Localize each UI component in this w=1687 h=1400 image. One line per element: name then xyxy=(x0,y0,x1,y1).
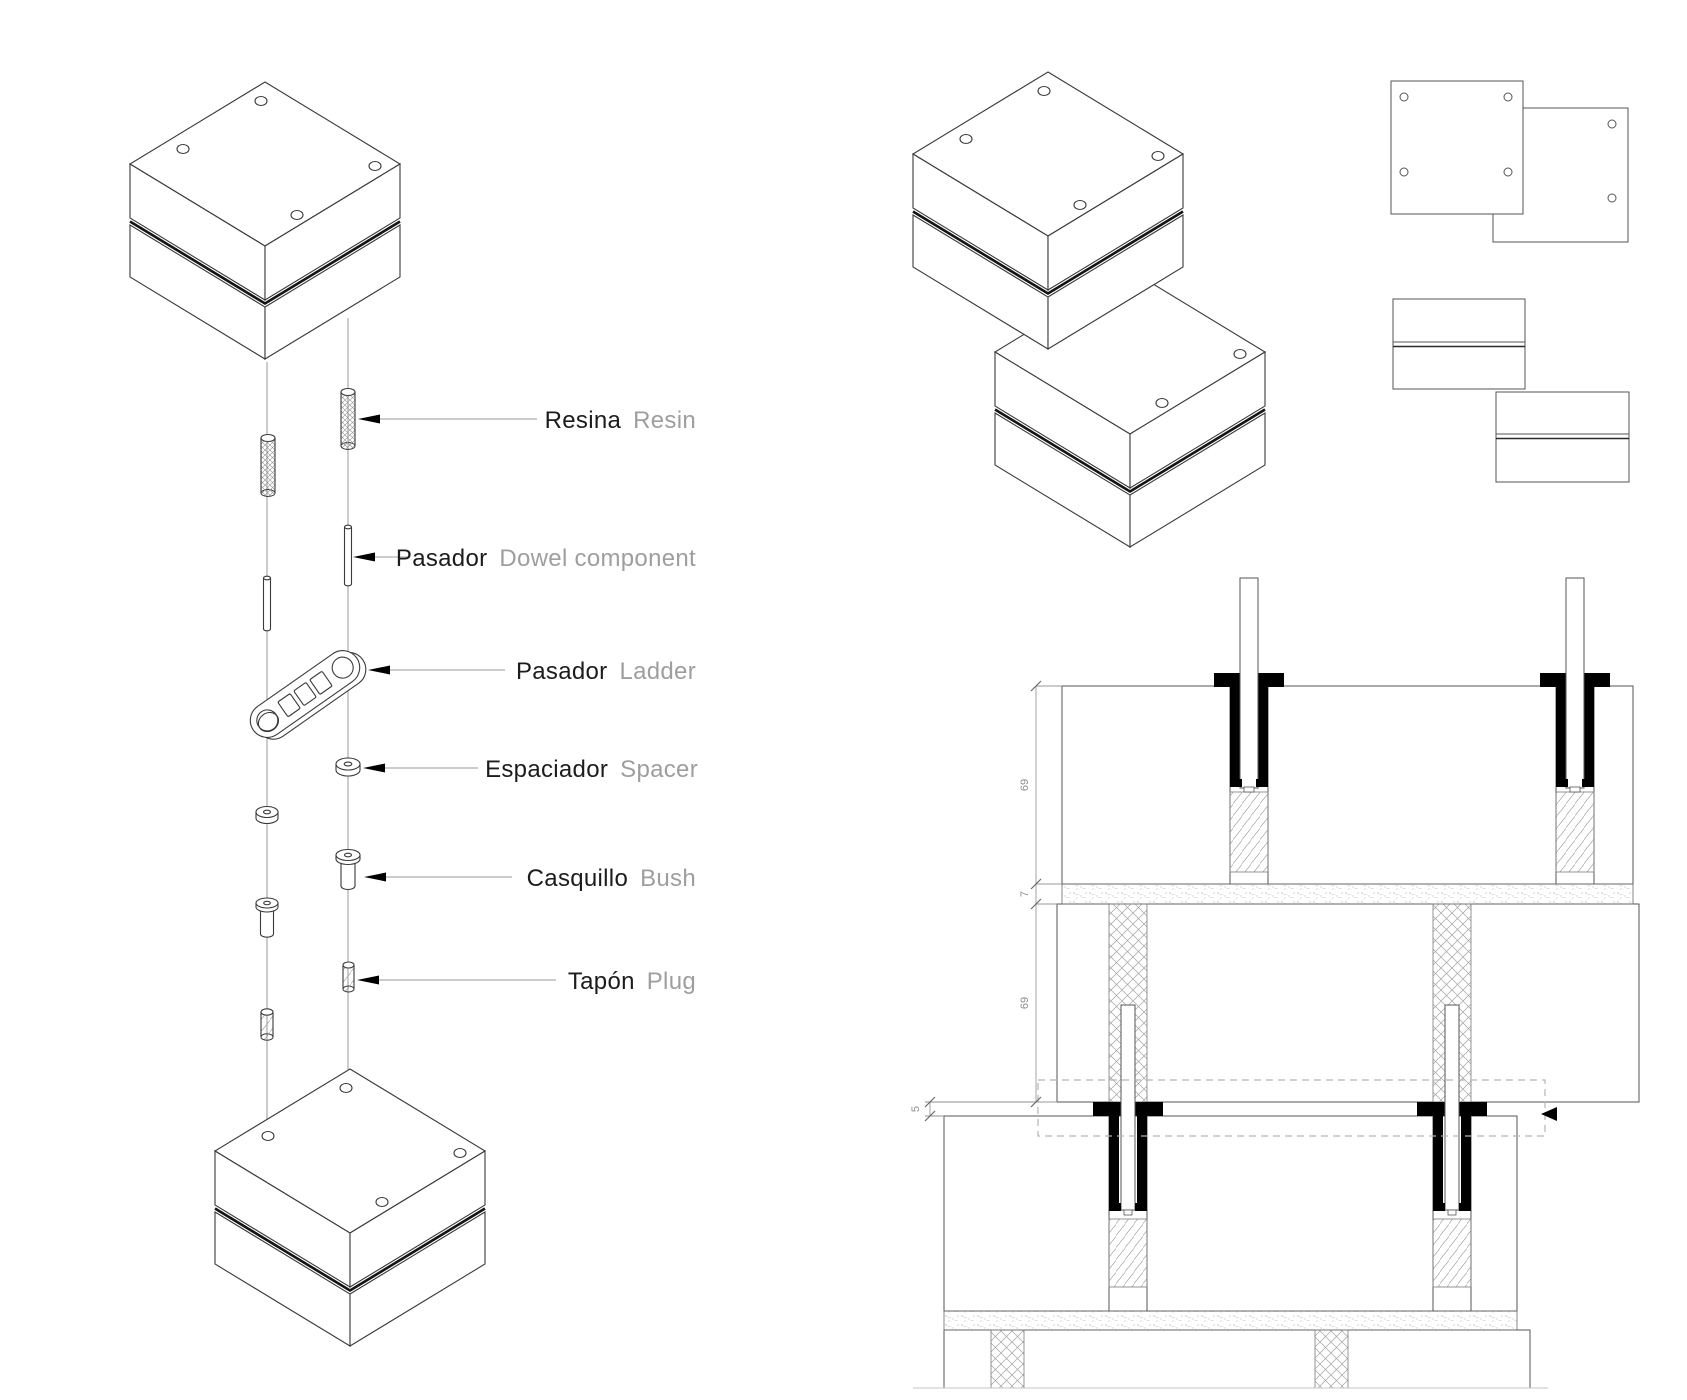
section-detail-view xyxy=(910,578,1639,1388)
bush-foot xyxy=(1256,779,1262,787)
bush-wall xyxy=(1556,687,1566,787)
dimension-69-mid: 69 xyxy=(1019,996,1031,1010)
dowel-hole-icon xyxy=(1074,201,1086,210)
dowel-hole-icon xyxy=(1234,350,1246,359)
part-label-tapon xyxy=(357,968,696,995)
bush-foot xyxy=(1562,779,1568,787)
section-bottom-row xyxy=(944,1116,1517,1311)
dimension-69-top: 69 xyxy=(1019,778,1031,792)
part-label-resina xyxy=(358,407,696,434)
svg-text:CasquilloBush: Casquillo Bush xyxy=(526,865,696,892)
bush-wall xyxy=(1461,1116,1471,1211)
elevation-view-blocks xyxy=(1393,299,1629,482)
bush-wall xyxy=(1258,687,1268,787)
dowel-hole-icon xyxy=(960,135,972,144)
svg-text:PasadorDowel component: Pasador Dowel component xyxy=(395,545,696,572)
elevation-block-lower xyxy=(1496,392,1629,482)
bush-foot xyxy=(1439,1203,1445,1211)
resin-fill xyxy=(1230,792,1268,872)
bush-right xyxy=(336,850,360,890)
dowel-rod-tip xyxy=(1244,787,1254,792)
plan-view-blocks xyxy=(1391,81,1628,242)
ladder-plate xyxy=(244,642,373,749)
part-label-pasador-dowel xyxy=(353,545,696,572)
dowel-rod-tip xyxy=(1448,1210,1456,1215)
bottom-mould-block xyxy=(215,1069,485,1346)
resin-fill xyxy=(1556,792,1594,872)
dowel-rod xyxy=(1121,1005,1135,1210)
elevation-block-upper xyxy=(1393,299,1525,389)
svg-text:EspaciadorSpacer: Espaciador Spacer xyxy=(485,756,698,783)
bush-foot xyxy=(1236,779,1242,787)
part-label-pasador-ladder xyxy=(368,658,696,685)
resin-cylinder-right xyxy=(341,389,355,450)
svg-text:PasadorLadder: Pasador Ladder xyxy=(515,658,696,685)
spacer-washer-left xyxy=(256,807,278,824)
stacked-blocks-isometric-view xyxy=(913,72,1265,547)
part-label-espaciador xyxy=(363,756,698,783)
leader-arrow-icon xyxy=(368,666,390,675)
plug-left xyxy=(261,1009,273,1040)
dimension-lines xyxy=(925,681,1062,1121)
top-mould-block xyxy=(130,82,400,359)
bush-wall xyxy=(1137,1116,1147,1211)
dimension-7: 7 xyxy=(1019,890,1031,898)
resin-fill xyxy=(1433,1219,1471,1287)
mortar-bed-lower xyxy=(944,1311,1517,1330)
dowel-rod-tip xyxy=(1570,787,1580,792)
section-base-row xyxy=(944,1330,1530,1388)
detail-arrow-icon xyxy=(1541,1107,1557,1121)
grout-column xyxy=(1315,1330,1348,1388)
dowel-rod xyxy=(1445,1005,1459,1210)
leader-arrow-icon xyxy=(363,764,385,773)
section-top-row xyxy=(1062,686,1633,884)
bush-wall xyxy=(1433,1116,1443,1211)
leader-arrow-icon xyxy=(353,553,375,562)
bush-foot xyxy=(1135,1203,1141,1211)
spacer-washer-right xyxy=(336,758,360,776)
plan-block-front xyxy=(1391,81,1523,214)
bush-wall xyxy=(1584,687,1594,787)
dowel-pin-right xyxy=(345,525,352,586)
dimension-5: 5 xyxy=(910,1105,922,1113)
dowel-rod xyxy=(1240,578,1258,788)
dowel-hole-icon xyxy=(1152,152,1164,161)
bush-left xyxy=(256,898,278,937)
grout-column xyxy=(991,1330,1024,1388)
svg-text:TapónPlug: Tapón Plug xyxy=(567,968,696,995)
bush-wall xyxy=(1230,687,1240,787)
bush-foot xyxy=(1459,1203,1465,1211)
part-label-casquillo xyxy=(364,865,696,892)
leader-arrow-icon xyxy=(357,976,379,985)
dowel-hole-icon xyxy=(1156,399,1168,408)
resin-fill xyxy=(1109,1219,1147,1287)
exploded-assembly-view xyxy=(130,82,698,1346)
leader-arrow-icon xyxy=(364,873,386,882)
bush-wall xyxy=(1109,1116,1119,1211)
plug-right xyxy=(343,962,354,992)
bush-foot xyxy=(1115,1203,1121,1211)
dowel-pin-left xyxy=(264,576,271,631)
dowel-hole-icon xyxy=(1038,87,1050,96)
resin-cylinder-left xyxy=(261,435,275,497)
leader-arrow-icon xyxy=(358,415,380,424)
dowel-rod-tip xyxy=(1124,1210,1132,1215)
dowel-rod xyxy=(1566,578,1584,788)
mortar-bed-upper xyxy=(1062,884,1633,904)
svg-text:ResinaResin: Resina Resin xyxy=(544,407,696,434)
bush-foot xyxy=(1582,779,1588,787)
